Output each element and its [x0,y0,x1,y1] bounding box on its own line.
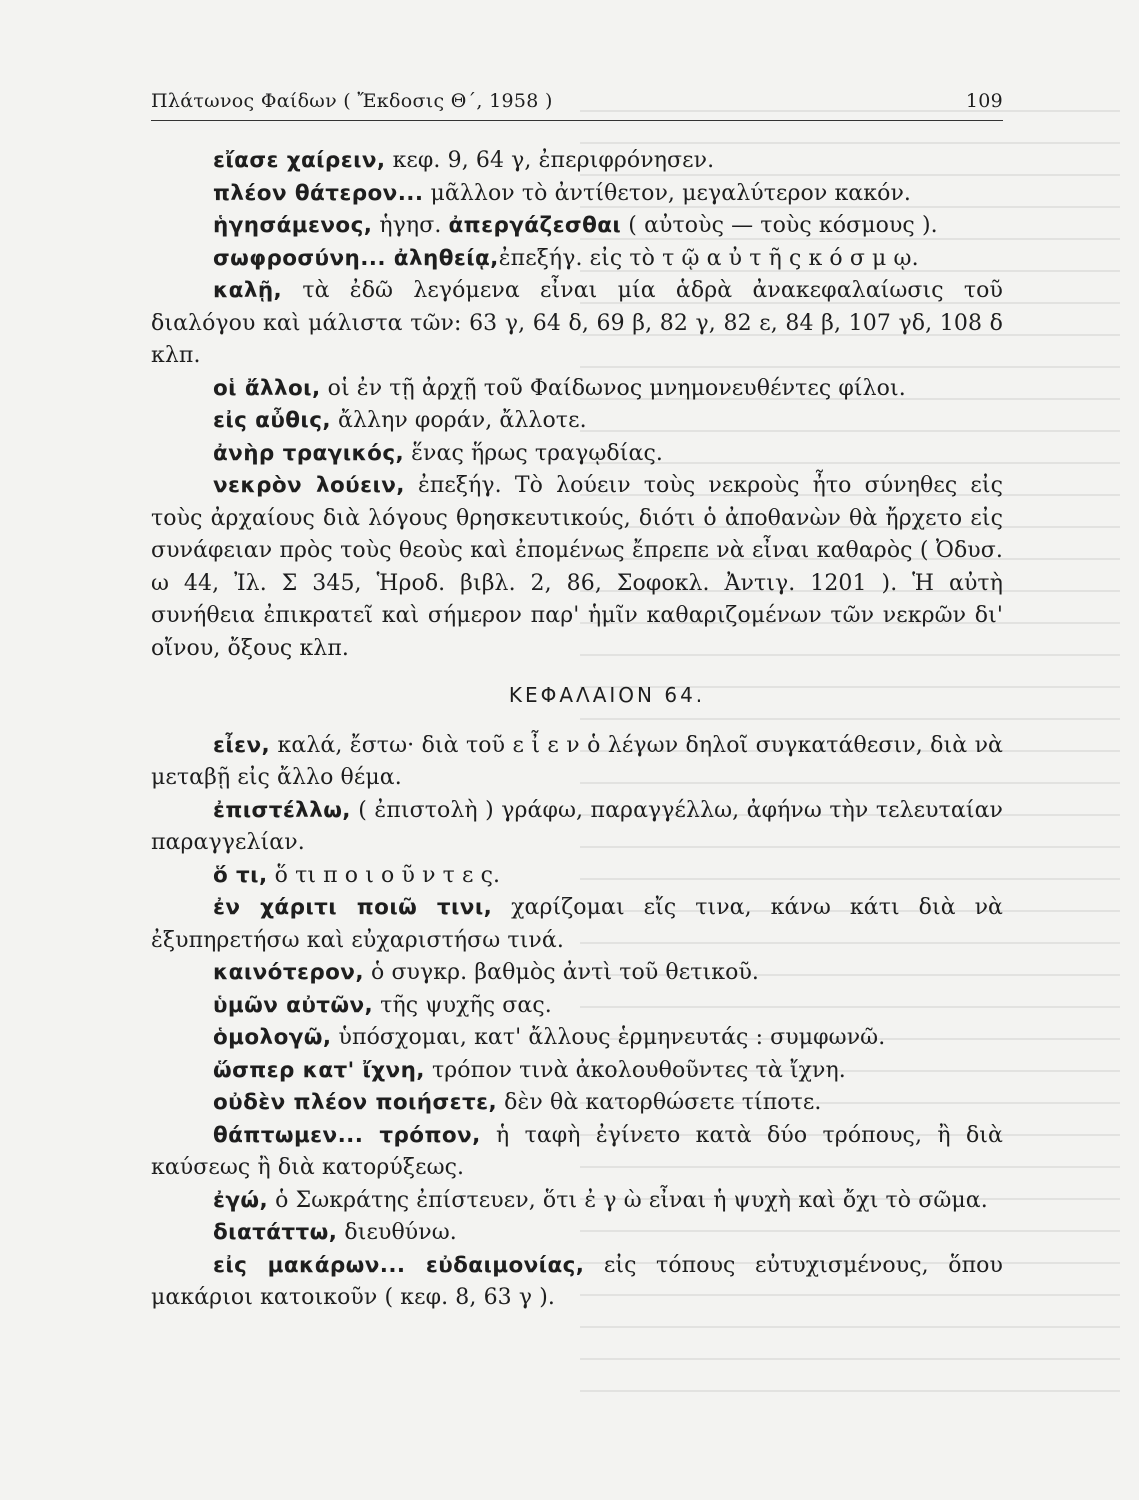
entry-lemma: διατάττω, [213,1220,338,1245]
entry-lemma: εἰς αὖθις, [213,408,331,433]
glossary-entry [151,470,1003,665]
entry-gloss: ( ἐπιστολὴ ) γράφω, παραγγέλλω, ἀφήνω τὴν τελευταίαν παραγγελίαν. [151,797,1003,855]
entry-lemma: ἀπεργάζεσθαι [448,213,622,238]
entry-gloss: οἱ ἐν τῇ ἀρχῇ τοῦ Φαίδωνος μνημονευθέντες φίλοι. [320,375,906,401]
glossary-entry [151,892,1003,957]
glossary-entry [151,795,1003,860]
entry-lemma: ὅ τι, [213,862,268,888]
entry-gloss: ὁ Σωκράτης ἐπίστευεν, ὅτι ἐ γ ὼ εἶναι ἡ ψυχὴ καὶ ὄχι τὸ σῶμα. [268,1187,988,1213]
entry-gloss: ὑπόσχομαι, κατ' ἄλλους ἑρμηνευτάς : συμφωνῶ. [331,1025,886,1050]
entry-gloss: ἕνας ἥρως τραγῳδίας. [404,440,663,466]
glossary-entry [151,243,1003,276]
entry-gloss: χαρίζομαι εἴς τινα, κάνω κάτι διὰ νὰ ἐξυπηρετήσω καὶ εὐχαριστήσω τινά. [151,895,1004,953]
glossary-entry [151,730,1003,795]
entries-after-chapter [151,730,1003,1315]
glossary-entry [151,1055,1003,1088]
entry-gloss: τῆς ψυχῆς σας. [373,992,552,1018]
entry-gloss: τὰ ἐδῶ λεγόμενα εἶναι μία ἁδρὰ ἀνακεφαλαίωσις τοῦ διαλόγου καὶ μάλιστα τῶν: 63 γ, 64 δ, 69 β, 82 γ, 82 ε, 84 β, 107 γδ, 108 δ κλπ. [151,278,1003,368]
glossary-entry [151,438,1003,471]
entry-lemma: ἡγησάμενος, [213,213,373,238]
glossary-entry [151,1250,1003,1315]
entry-gloss: τρόπον τινὰ ἀκολουθοῦντες τὰ ἴχνη. [424,1057,846,1083]
glossary-entry [151,1185,1003,1218]
entry-gloss: ( αὐτοὺς — τοὺς κόσμους ). [621,213,938,238]
entry-lemma: ὥσπερ κατ' ἴχνη, [213,1057,425,1083]
running-header [151,88,1003,121]
glossary-entry [151,990,1003,1023]
glossary-entries [151,145,1003,1315]
header-title: Πλάτωνος Φαίδων ( Ἔκδοσις Θ΄, 1958 ) [151,90,553,112]
entry-gloss: καλά, ἔστω· διὰ τοῦ ε ἶ ε ν ὁ λέγων δηλοῖ συγκατάθεσιν, διὰ νὰ μεταβῇ εἰς ἄλλο θέμα. [151,732,1003,790]
entry-lemma: ἐπιστέλλω, [213,797,351,823]
glossary-entry [151,210,1003,243]
entry-gloss: κεφ. 9, 64 γ, ἐπεριφρόνησεν. [385,148,715,173]
entry-lemma: ἐγώ, [213,1187,269,1213]
glossary-entry [151,957,1003,990]
entries-before-chapter [151,145,1003,665]
glossary-entry [151,860,1003,893]
entry-lemma: ἐν χάριτι ποιῶ τινι, [213,895,493,920]
entry-lemma: θάπτωμεν... τρόπον, [213,1122,481,1148]
entry-lemma: σωφροσύνη... ἀληθείᾳ, [213,245,499,271]
entry-lemma: εἴασε χαίρειν, [213,148,386,173]
entry-gloss: ὁ συγκρ. βαθμὸς ἀντὶ τοῦ θετικοῦ. [363,960,760,985]
glossary-entry [151,145,1003,178]
entry-lemma: εἶεν, [213,732,271,758]
entry-lemma: καλῇ, [213,278,283,303]
glossary-entry [151,405,1003,438]
chapter-heading: ΚΕΦΑΛΑΙΟΝ 64. [508,683,706,707]
entry-gloss: ἄλλην φοράν, ἄλλοτε. [330,408,587,433]
glossary-entry [151,1087,1003,1120]
entry-gloss: μᾶλλον τὸ ἀντίθετον, μεγαλύτερον κακόν. [423,180,912,206]
entry-lemma: εἰς μακάρων... εὐδαιμονίας, [213,1252,585,1278]
glossary-entry [151,1022,1003,1055]
glossary-entry [151,275,1003,373]
page-number: 109 [965,90,1003,112]
glossary-entry [151,1120,1003,1185]
entry-gloss: ἡγησ. [372,213,449,238]
entry-gloss: ἐπεξήγ. Τὸ λούειν τοὺς νεκροὺς ἦτο σύνηθες εἰς τοὺς ἀρχαίους διὰ λόγους θρησκευτικούς, διότι ὁ ἀποθανὼν θὰ ἤρχετο εἰς συνάφειαν πρὸς τοὺς θεοὺς καὶ ἐπομένως ἔπρεπε νὰ εἶναι καθαρὸς ( Ὀδυσ. ω 44, Ἰλ. Σ 345, Ἡροδ. βιβλ. 2, 86, Σοφοκλ. Ἀντιγ. 1201 ). Ἡ αὐτὴ συνήθεια ἐπικρατεῖ καὶ σήμερον παρ' ἡμῖν καθαριζομένων τῶν νεκρῶν δι' οἴνου, ὄξους κλπ. [151,473,1003,661]
glossary-entry [151,373,1003,406]
entry-lemma: νεκρὸν λούειν, [213,473,405,498]
entry-gloss: ὅ τι π ο ι ο ῦ ν τ ε ς. [267,862,501,888]
entry-lemma: ὁμολογῶ, [213,1025,332,1050]
entry-lemma: ἀνὴρ τραγικός, [213,440,405,466]
entry-gloss: εἰς τόπους εὐτυχισμένους, ὅπου μακάριοι κατοικοῦν ( κεφ. 8, 63 γ ). [151,1252,1003,1310]
entry-lemma: πλέον θάτερον... [213,180,424,206]
entry-lemma: οἱ ἄλλοι, [213,375,321,401]
entry-lemma: καινότερον, [213,960,364,985]
entry-gloss: δὲν θὰ κατορθώσετε τίποτε. [497,1090,822,1115]
entry-gloss: διευθύνω. [337,1220,457,1245]
glossary-entry [151,1217,1003,1250]
entry-gloss: ἡ ταφὴ ἐγίνετο κατὰ δύο τρόπους, ἢ διὰ καύσεως ἢ διὰ κατορύξεως. [151,1122,1003,1180]
entry-gloss: ἐπεξήγ. εἰς τὸ τ ῷ α ὐ τ ῆ ς κ ό σ μ ῳ. [498,245,919,271]
entry-lemma: ὑμῶν αὐτῶν, [213,992,374,1018]
glossary-entry [151,178,1003,211]
entry-lemma: οὐδὲν πλέον ποιήσετε, [213,1090,498,1115]
